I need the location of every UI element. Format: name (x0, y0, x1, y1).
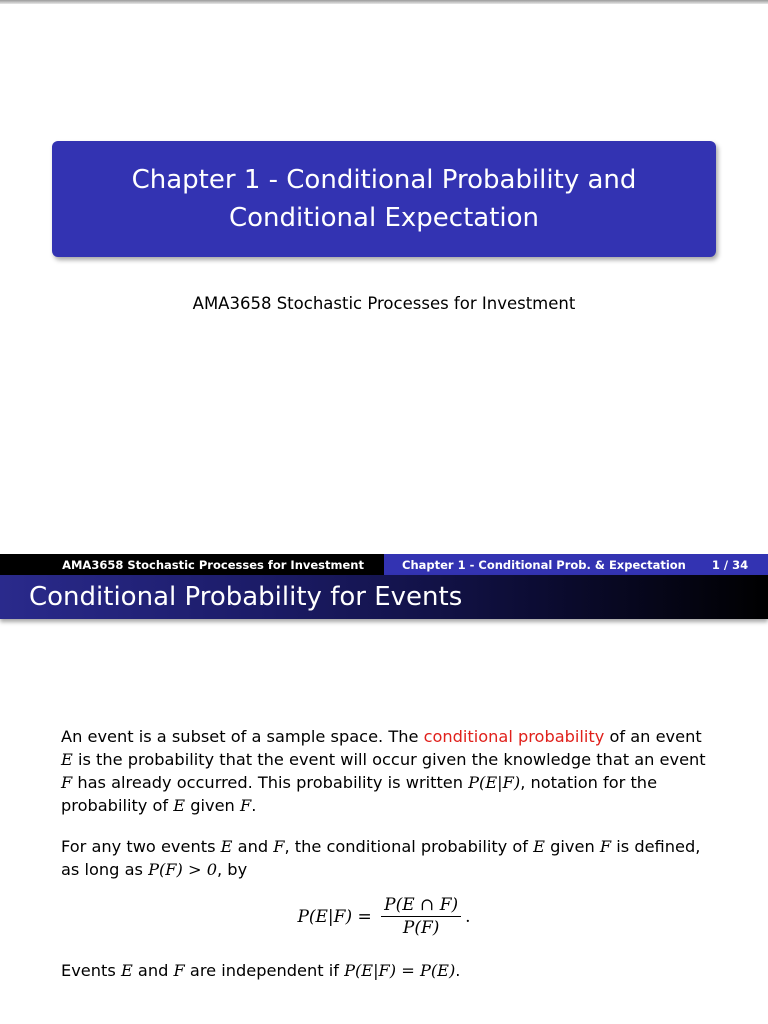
title-line-1: Chapter 1 - Conditional Probability and (131, 165, 637, 195)
paragraph-formula-intro: For any two events E and F, the conditional probability of E given F is defined, as long as P(F) > 0, by (61, 837, 701, 879)
frame-title: Conditional Probability for Events (29, 582, 463, 612)
formula-fraction (381, 895, 461, 938)
fraction-numerator: P(E ∩ F) (381, 895, 461, 917)
fraction-denominator: P(F) (402, 918, 440, 938)
footer-course (0, 554, 384, 575)
footer-bar (0, 554, 768, 575)
frame-title-bar (0, 575, 768, 619)
page-number: 1 / 34 (711, 557, 749, 572)
paragraph-definition: An event is a subset of a sample space. The conditional probability of an event E is the probability that the event will occur given the knowledge that an event F has already occurred. This probability is written P(E|F), notation for the probability of E given F. (61, 727, 706, 815)
course-name: AMA3658 Stochastic Processes for Investment (192, 294, 576, 313)
formula-equals: = (352, 906, 378, 927)
highlight-term: conditional probability (423, 727, 605, 746)
footer-course-label: AMA3658 Stochastic Processes for Investment (62, 557, 364, 572)
footer-chapter (384, 554, 768, 575)
title-box (52, 141, 716, 257)
presentation-title (124, 161, 644, 237)
formula-period: . (465, 906, 471, 927)
conditional-probability-formula (0, 895, 768, 938)
footer-chapter-label: Chapter 1 - Conditional Prob. & Expectation (402, 557, 686, 572)
paragraph-independence: Events E and F are independent if P(E|F) = P(E). (61, 961, 461, 980)
title-line-2: Conditional Expectation (228, 203, 540, 233)
top-edge (0, 0, 768, 4)
formula-lhs: P(E|F) (297, 906, 353, 927)
